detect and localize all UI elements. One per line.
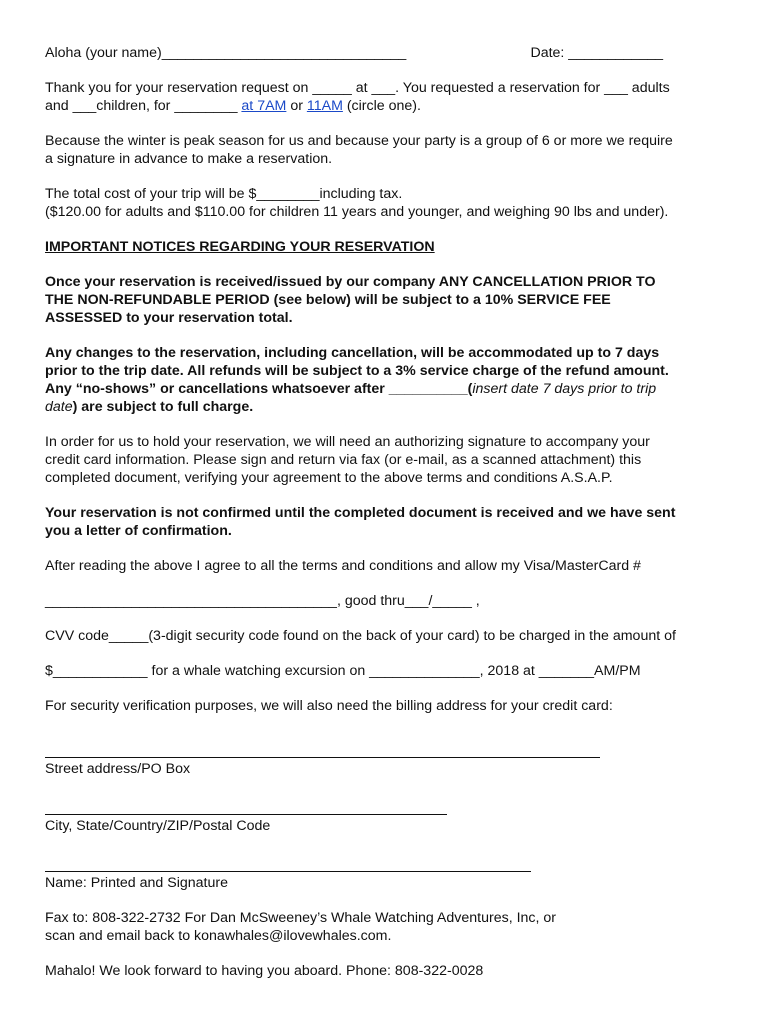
billing-address-intro: For security verification purposes, we will also need the billing address for your credit card: xyxy=(45,698,613,714)
time-option-11am[interactable]: 11AM xyxy=(306,98,343,114)
time-option-7am[interactable]: at 7AM xyxy=(241,98,287,114)
cvv-field[interactable]: CVV code_____(3-digit security code found on the back of your card) to be charged in the amount of xyxy=(45,628,676,644)
amount-excursion-field[interactable]: $____________ for a whale watching excursion on ______________, 2018 at _______AM/PM xyxy=(45,663,641,679)
aloha-name-field[interactable]: Aloha (your name)_______________________________ xyxy=(45,45,407,61)
mahalo-line: Mahalo! We look forward to having you aboard. Phone: 808-322-0028 xyxy=(45,963,484,979)
authorization-paragraph: In order for us to hold your reservation, we will need an authorizing signature to accompany your credit card information. Please sign and return via fax (or e-mail, as a scanned attachment) this completed document, verifying your agreement to the above terms and conditions A.S.A.P. xyxy=(45,434,650,486)
total-cost-paragraph: The total cost of your trip will be $________including tax. ($120.00 for adults and $110.00 for children 11 years and younger, and weighing 90 lbs and under). xyxy=(45,186,669,220)
header-row xyxy=(45,44,725,62)
city-state-line[interactable] xyxy=(45,796,447,815)
street-address-line[interactable] xyxy=(45,739,600,758)
changes-notice: Any changes to the reservation, including cancellation, will be accommodated up to 7 days prior to the trip date. All refunds will be subject to a 3% service charge of the refund amount. Any “no-shows” or cancellations whatsoever after __________(insert date 7 days prior to trip date) are subject to full charge. xyxy=(45,345,669,415)
date-field[interactable]: Date: ____________ xyxy=(530,45,663,61)
request-paragraph: Thank you for your reservation request on _____ at ___. You requested a reservation for ___ adults and ___children, for ________ at 7AM or 11AM (circle one). xyxy=(45,80,670,114)
peak-season-paragraph: Because the winter is peak season for us and because your party is a group of 6 or more we require a signature in advance to make a reservation. xyxy=(45,133,673,167)
fax-instructions: Fax to: 808-322-2732 For Dan McSweeney’s Whale Watching Adventures, Inc, or scan and email back to konawhales@ilovewhales.com. xyxy=(45,910,557,944)
reservation-form xyxy=(45,44,725,980)
agreement-line: After reading the above I agree to all the terms and conditions and allow my Visa/MasterCard # xyxy=(45,558,641,574)
city-state-label: City, State/Country/ZIP/Postal Code xyxy=(45,818,271,834)
signature-label: Name: Printed and Signature xyxy=(45,875,228,891)
street-address-label: Street address/PO Box xyxy=(45,761,191,777)
confirmation-notice: Your reservation is not confirmed until the completed document is received and we have sent you a letter of confirmation. xyxy=(45,505,676,539)
signature-line[interactable] xyxy=(45,853,531,872)
notices-heading: IMPORTANT NOTICES REGARDING YOUR RESERVATION xyxy=(45,239,435,255)
card-number-field[interactable]: _____________________________________, good thru___/_____ , xyxy=(45,593,480,609)
cancellation-notice: Once your reservation is received/issued by our company ANY CANCELLATION PRIOR TO THE NON-REFUNDABLE PERIOD (see below) will be subject to a 10% SERVICE FEE ASSESSED to your reservation total. xyxy=(45,274,656,326)
